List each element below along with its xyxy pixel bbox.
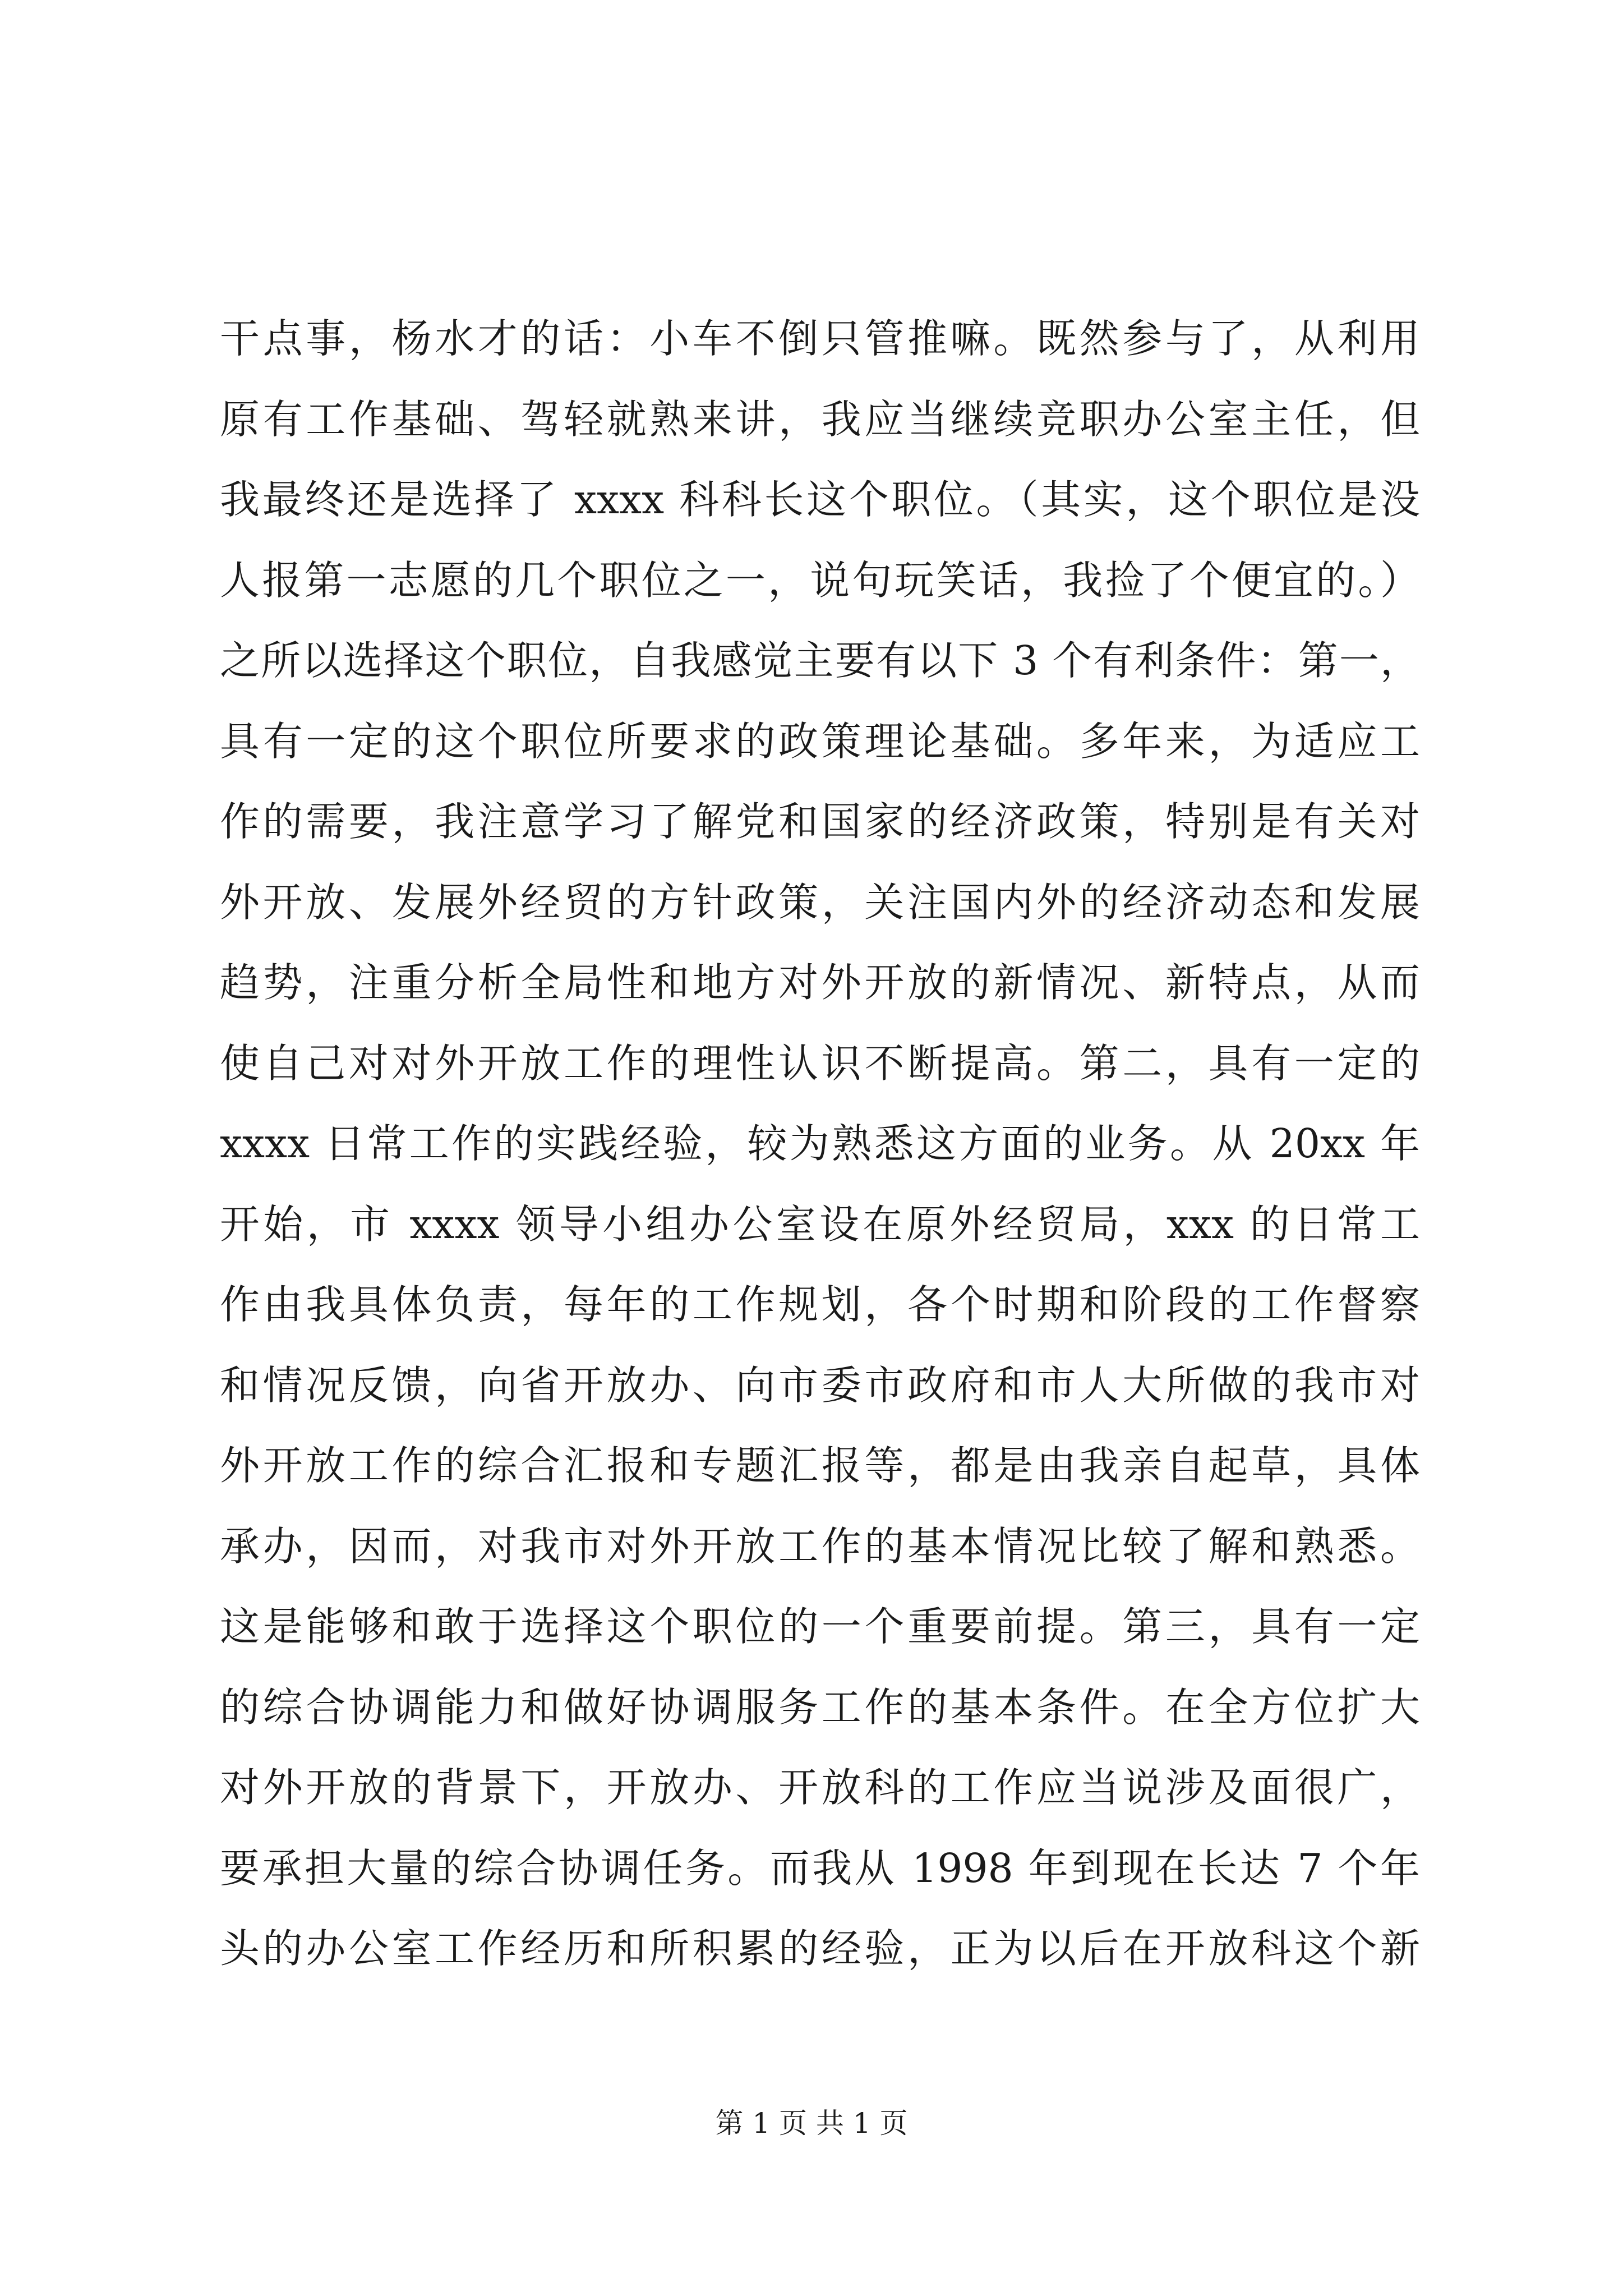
text-line: 人报第一志愿的几个职位之一，说句玩笑话，我捡了个便宜的。） bbox=[220, 556, 1420, 604]
text-line: 趋势，注重分析全局性和地方对外开放的新情况、新特点，从而 bbox=[220, 959, 1420, 1006]
text-line: 作由我具体负责，每年的工作规划，各个时期和阶段的工作督察 bbox=[220, 1281, 1420, 1328]
text-line: 我最终还是选择了 xxxx 科科长这个职位。（其实，这个职位是没 bbox=[220, 476, 1420, 523]
text-line: xxxx 日常工作的实践经验，较为熟悉这方面的业务。从 20xx 年 bbox=[220, 1120, 1420, 1167]
text-line: 开始，市 xxxx 领导小组办公室设在原外经贸局，xxx 的日常工 bbox=[220, 1200, 1420, 1248]
text-line: 这是能够和敢于选择这个职位的一个重要前提。第三，具有一定 bbox=[220, 1603, 1420, 1650]
text-line: 原有工作基础、驾轻就熟来讲，我应当继续竞职办公室主任，但 bbox=[220, 395, 1420, 443]
text-line: 头的办公室工作经历和所积累的经验，正为以后在开放科这个新 bbox=[220, 1925, 1420, 1972]
text-line: 之所以选择这个职位，自我感觉主要有以下 3 个有利条件：第一， bbox=[220, 637, 1420, 684]
text-line: 和情况反馈，向省开放办、向市委市政府和市人大所做的我市对 bbox=[220, 1361, 1420, 1409]
text-line: 对外开放的背景下，开放办、开放科的工作应当说涉及面很广， bbox=[220, 1764, 1420, 1811]
text-line: 承办，因而，对我市对外开放工作的基本情况比较了解和熟悉。 bbox=[220, 1522, 1420, 1570]
text-line: 使自己对对外开放工作的理性认识不断提高。第二，具有一定的 bbox=[220, 1039, 1420, 1087]
text-line: 外开放工作的综合汇报和专题汇报等，都是由我亲自起草，具体 bbox=[220, 1442, 1420, 1489]
text-line: 要承担大量的综合协调任务。而我从 1998 年到现在长达 7 个年 bbox=[220, 1844, 1420, 1892]
text-line: 作的需要，我注意学习了解党和国家的经济政策，特别是有关对 bbox=[220, 798, 1420, 845]
text-line: 具有一定的这个职位所要求的政策理论基础。多年来，为适应工 bbox=[220, 717, 1420, 765]
page-number-label: 第 1 页 共 1 页 bbox=[715, 2107, 908, 2139]
text-line: 外开放、发展外经贸的方针政策，关注国内外的经济动态和发展 bbox=[220, 878, 1420, 926]
text-line: 的综合协调能力和做好协调服务工作的基本条件。在全方位扩大 bbox=[220, 1683, 1420, 1731]
body-text bbox=[220, 298, 1420, 1989]
page-footer bbox=[0, 2101, 1623, 2146]
text-line: 干点事，杨水才的话：小车不倒只管推嘛。既然参与了，从利用 bbox=[220, 315, 1420, 362]
